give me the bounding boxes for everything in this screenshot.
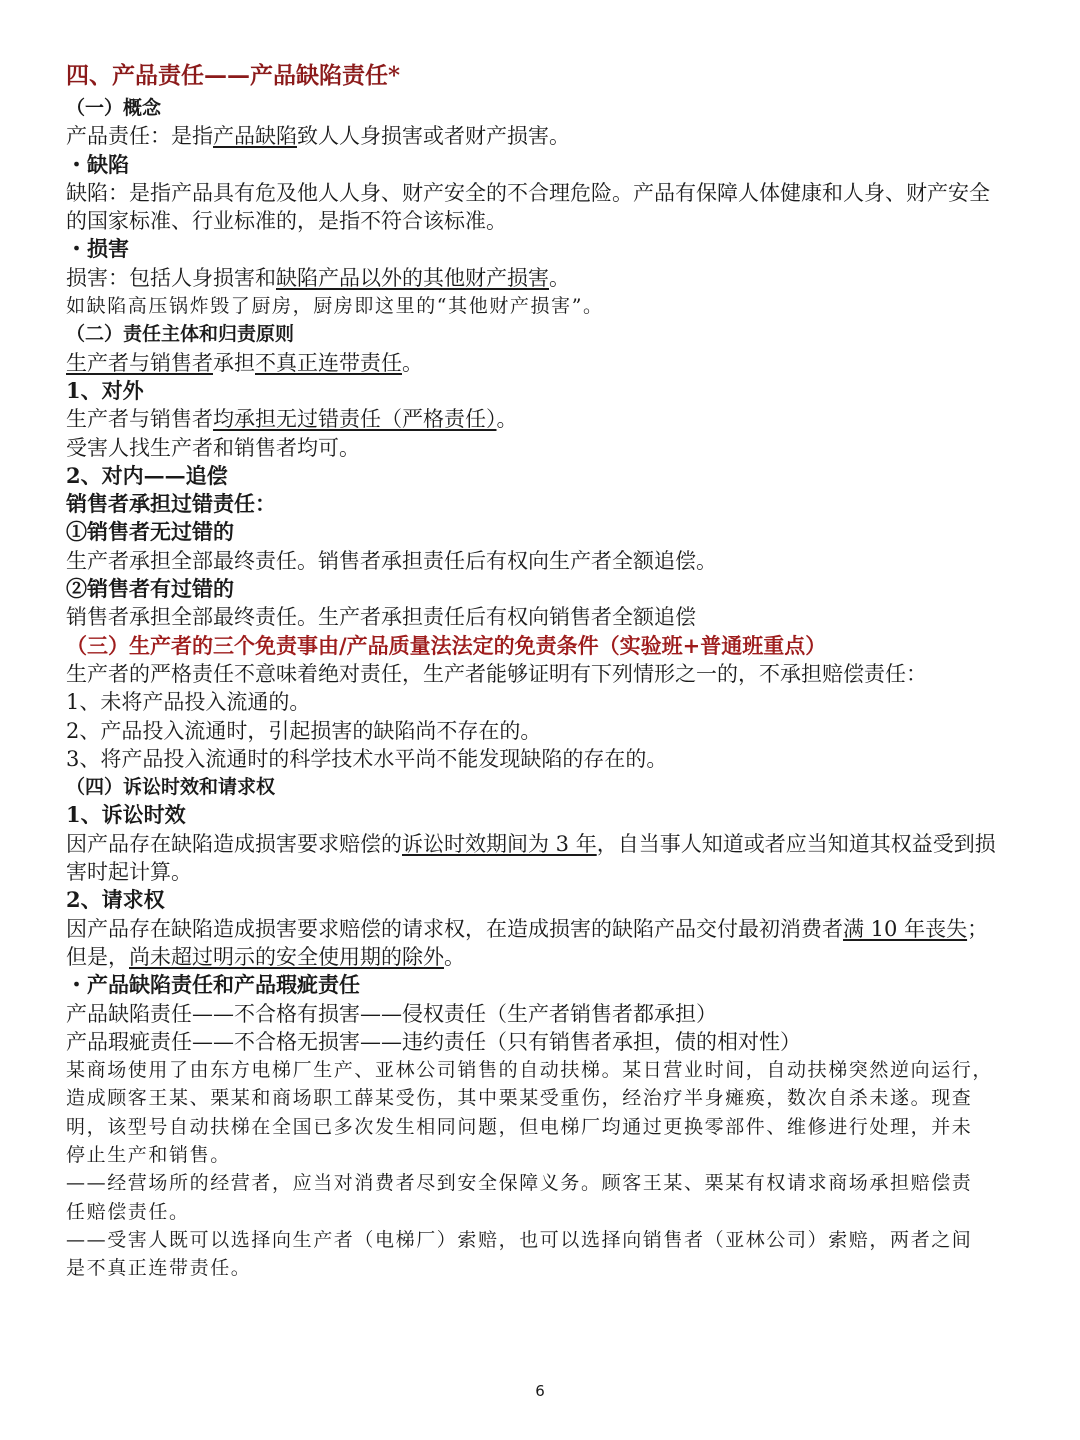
heading-defect: ・缺陷 <box>66 151 129 177</box>
heading-internal: 2、对内——追偿 <box>66 462 228 488</box>
text: 产品责任：是指 <box>66 124 213 149</box>
underlined-text: 尚未超过明示的安全使用期的除外 <box>129 944 444 969</box>
limitation-line-2: 害时起计算。 <box>66 860 192 885</box>
case-line: 任赔偿责任。 <box>66 1200 190 1223</box>
text: 因产品存在缺陷造成损害要求赔偿的请求权，在造成损害的缺陷产品交付最初消费者 <box>66 916 843 941</box>
case-line: 明，该型号自动扶梯在全国已多次发生相同问题，但电梯厂均通过更换零部件、维修进行处理，并未 <box>66 1115 973 1138</box>
page-number: 6 <box>535 1382 545 1400</box>
text: 但是， <box>66 944 129 969</box>
limitation-heading: 1、诉讼时效 <box>66 802 186 828</box>
external-line-2: 受害人找生产者和销售者均可。 <box>66 435 360 460</box>
heading-exemption: （三）生产者的三个免责事由/产品质量法法定的免责条件（实验班+普通班重点） <box>66 632 827 658</box>
compare-line-2: 产品瑕疵责任——不合格无损害——违约责任（只有销售者承担，债的相对性） <box>66 1029 801 1054</box>
subject-line <box>66 349 1016 377</box>
text: ； <box>967 916 989 941</box>
claim-line <box>66 915 1016 943</box>
internal-sub: 销售者承担过错责任： <box>66 491 276 517</box>
heading-damage: ・损害 <box>66 236 129 262</box>
case1-text: 生产者承担全部最终责任。销售者承担责任后有权向生产者全额追偿。 <box>66 548 717 573</box>
case-line: 是不真正连带责任。 <box>66 1257 252 1280</box>
exemption-intro: 生产者的严格责任不意味着绝对责任，生产者能够证明有下列情形之一的，不承担赔偿责任： <box>66 661 927 686</box>
case1-heading: ①销售者无过错的 <box>66 519 234 545</box>
text: ，自当事人知道或者应当知道其权益受到损 <box>596 831 996 856</box>
text: 致人人身损害或者财产损害。 <box>297 124 570 149</box>
heading-defect-vs-flaw: ・产品缺陷责任和产品瑕疵责任 <box>66 972 360 998</box>
damage-note: 如缺陷高压锅炸毁了厨房，厨房即这里的“其他财产损害”。 <box>66 295 604 318</box>
exemption-item: 2、产品投入流通时，引起损害的缺陷尚不存在的。 <box>66 718 542 743</box>
case-line: 某商场使用了由东方电梯厂生产、亚林公司销售的自动扶梯。某日营业时间，自动扶梯突然逆向运行， <box>66 1059 994 1082</box>
underlined-text: 缺陷产品以外的其他财产损害 <box>276 265 549 290</box>
case-line: 造成顾客王某、栗某和商场职工薛某受伤，其中栗某受重伤，经治疗半身瘫痪，数次自杀未遂。现查 <box>66 1087 973 1110</box>
underlined-text: 不真正连带责任 <box>255 350 402 375</box>
underlined-text: 诉讼时效期间为 3 年 <box>402 831 597 856</box>
text: 损害：包括人身损害和 <box>66 265 276 290</box>
claim-heading: 2、请求权 <box>66 887 165 913</box>
claim-line-2 <box>66 943 1016 971</box>
text: 。 <box>496 407 518 432</box>
text: 。 <box>444 944 465 969</box>
heading-external: 1、对外 <box>66 377 144 403</box>
heading-limitation: （四）诉讼时效和请求权 <box>66 776 276 799</box>
heading-subject: （二）责任主体和归责原则 <box>66 323 295 346</box>
underlined-text: 生产者与销售者 <box>66 350 213 375</box>
text: 。 <box>549 265 570 290</box>
exemption-item: 1、未将产品投入流通的。 <box>66 690 311 715</box>
definition-line <box>66 122 1016 150</box>
document-page <box>66 60 1016 1282</box>
defect-line-2: 的国家标准、行业标准的，是指不符合该标准。 <box>66 209 507 234</box>
text: 生产者与销售者 <box>66 407 213 432</box>
underlined-text: 满 10 年丧失 <box>843 916 968 941</box>
limitation-line <box>66 830 1016 858</box>
text: 承担 <box>213 350 255 375</box>
case-line: ——经营场所的经营者，应当对消费者尽到安全保障义务。顾客王某、栗某有权请求商场承担赔偿责 <box>66 1172 973 1195</box>
case-line: 停止生产和销售。 <box>66 1143 231 1166</box>
text: 。 <box>402 350 423 375</box>
external-line <box>66 405 1016 433</box>
heading-concept: （一）概念 <box>66 97 162 119</box>
case-line: ——受害人既可以选择向生产者（电梯厂）索赔，也可以选择向销售者（亚林公司）索赔，两者之间 <box>66 1228 973 1251</box>
section-title: 四、产品责任——产品缺陷责任* <box>66 62 401 89</box>
case2-text: 销售者承担全部最终责任。生产者承担责任后有权向销售者全额追偿 <box>66 605 696 630</box>
defect-line-1: 缺陷：是指产品具有危及他人人身、财产安全的不合理危险。产品有保障人体健康和人身、财产安全 <box>66 180 990 205</box>
text: 因产品存在缺陷造成损害要求赔偿的 <box>66 831 402 856</box>
exemption-item: 3、将产品投入流通时的科学技术水平尚不能发现缺陷的存在的。 <box>66 746 668 771</box>
underlined-text: 产品缺陷 <box>213 124 297 149</box>
damage-line <box>66 264 1016 292</box>
underlined-text: 均承担无过错责任（严格责任） <box>213 407 497 432</box>
compare-line-1: 产品缺陷责任——不合格有损害——侵权责任（生产者销售者都承担） <box>66 1001 717 1026</box>
case2-heading: ②销售者有过错的 <box>66 576 234 602</box>
